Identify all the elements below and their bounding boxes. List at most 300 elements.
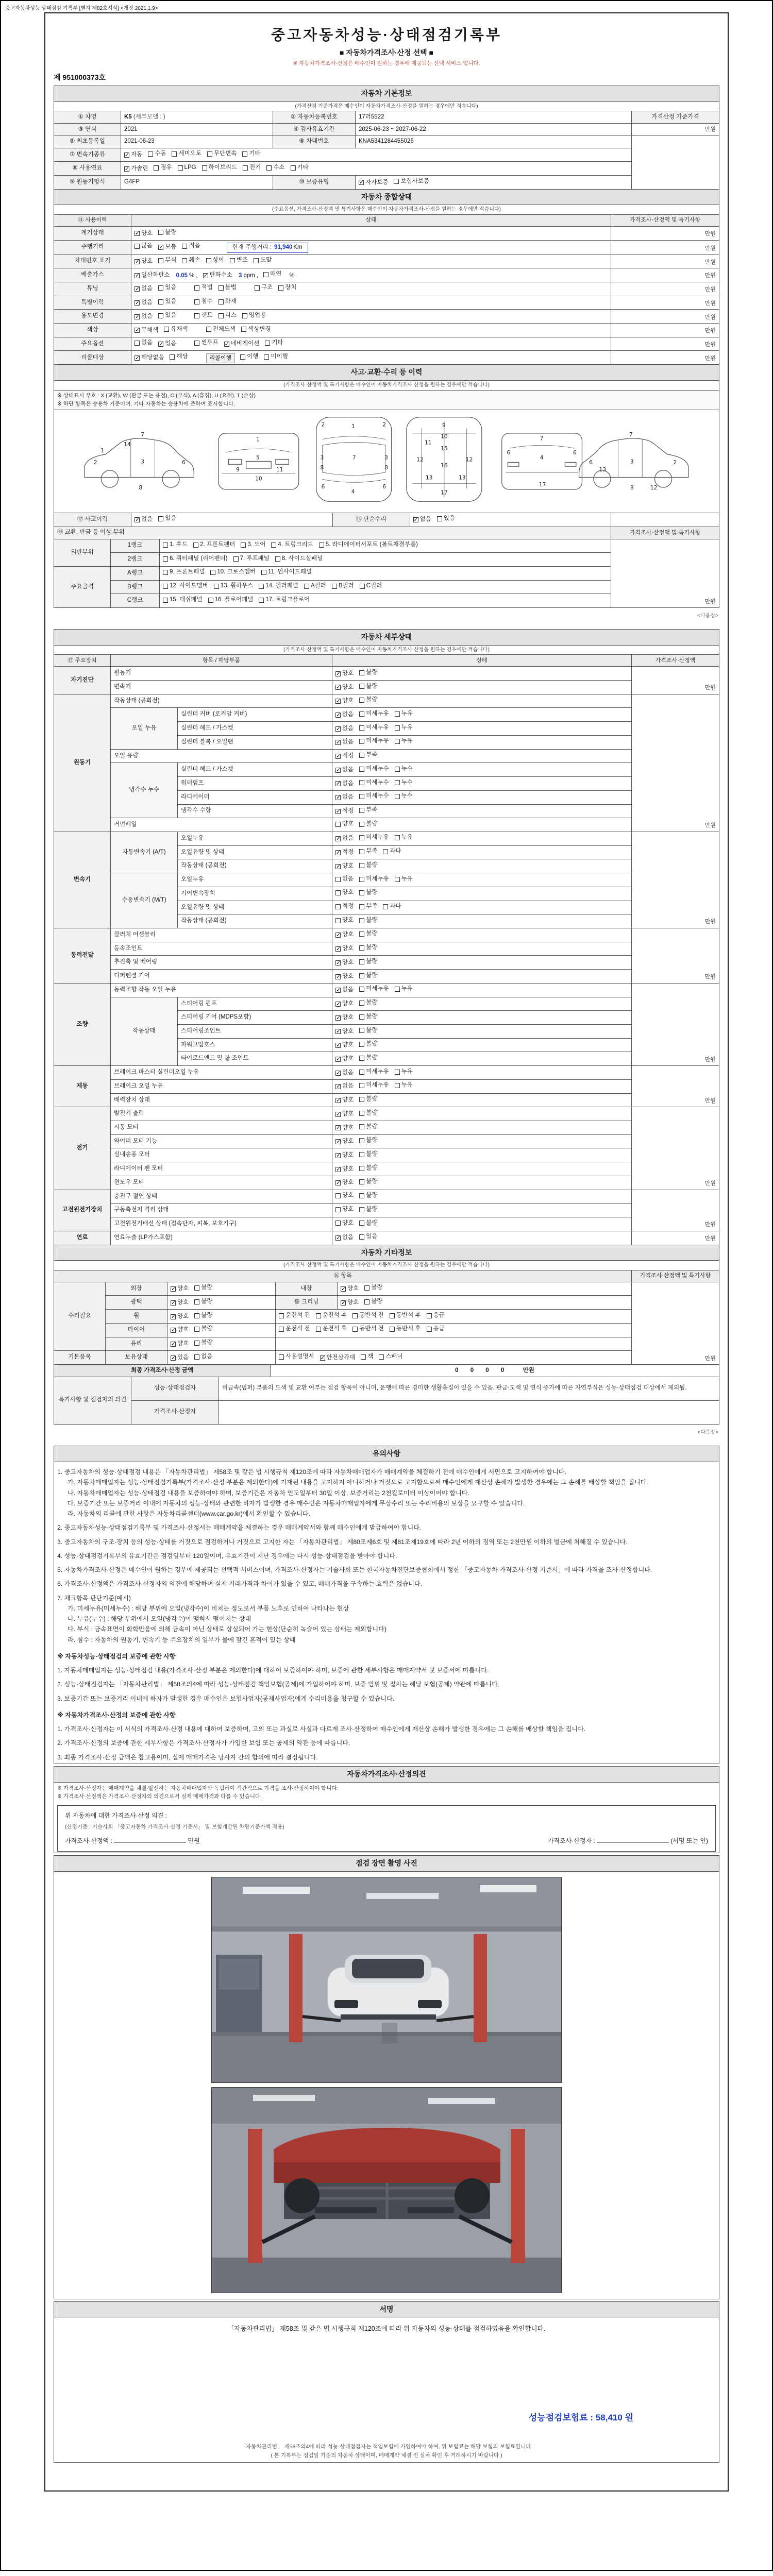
span-el: [194, 283, 242, 294]
checkbox-누유[interactable]: 누유: [395, 709, 413, 719]
span-el: [194, 341, 199, 346]
circle-el: [594, 470, 611, 487]
checkbox-없음[interactable]: ✓ 없음: [336, 794, 354, 801]
vin-value: KNA5341284455026: [356, 135, 632, 148]
price-cell: 만원: [611, 268, 719, 282]
checkbox-양호[interactable]: ✓ 양호: [336, 1097, 354, 1104]
checkbox-없음[interactable]: ✓ 없음: [135, 299, 153, 307]
checkbox-없음[interactable]: ✓ 없음: [336, 766, 354, 773]
span-el: [135, 311, 182, 322]
checkbox-없음[interactable]: ✓ 없음: [413, 516, 431, 523]
checkbox-양호[interactable]: 양호: [335, 1205, 354, 1214]
device-item-label: 작동상태 (공회전): [111, 694, 332, 708]
notice-line: 가. 미세누유(미세누수) : 해당 부위에 오일(냉각수)이 비치는 정도로서 부품 노후로 인하여 나타나는 현상: [68, 1604, 349, 1612]
checkbox-불량[interactable]: 불량: [359, 1012, 377, 1022]
checkbox-미세누유[interactable]: 미세누유: [359, 709, 389, 719]
checkbox-부족[interactable]: 부족: [359, 751, 377, 760]
checkbox-미세누유[interactable]: 미세누유: [359, 737, 389, 746]
checkbox-불량[interactable]: 불량: [359, 1136, 377, 1145]
checkbox-없음[interactable]: ✓ 없음: [135, 516, 153, 523]
checkbox-미세누수[interactable]: 미세누수: [359, 792, 389, 801]
checkbox-화재[interactable]: 화재: [219, 297, 237, 307]
checkbox-양호[interactable]: ✓ 양호: [336, 973, 354, 980]
misc-item-state: [167, 1310, 276, 1324]
checkbox-불량[interactable]: 불량: [364, 1297, 382, 1307]
checkbox-있음[interactable]: 있음: [437, 514, 455, 523]
detail-state-table: [54, 629, 719, 1245]
checkbox-미세누유[interactable]: 미세누유: [359, 723, 389, 733]
checkbox-미세누유[interactable]: 미세누유: [359, 985, 389, 994]
amount-blank-field[interactable]: [114, 1837, 186, 1843]
checkbox-과다[interactable]: 과다: [383, 847, 401, 856]
checkbox-양호[interactable]: ✓ 양호: [336, 1014, 354, 1021]
checkbox-8. 사이드실패널[interactable]: 8. 사이드실패널: [275, 554, 323, 564]
checkbox-불량[interactable]: 불량: [359, 1150, 377, 1159]
checkbox-있음[interactable]: 있음: [158, 283, 176, 293]
checkbox-기타[interactable]: 기타: [265, 338, 283, 348]
checkbox-없음[interactable]: ✓ 없음: [135, 313, 153, 320]
span-el: [359, 1221, 364, 1226]
span-el: [135, 325, 194, 336]
span-el: [254, 258, 259, 263]
checkbox-불량[interactable]: 불량: [359, 1040, 377, 1049]
checkbox-가솔린[interactable]: ✓ 가솔린: [125, 165, 148, 172]
g-el: [94, 421, 677, 496]
device-item-label: 동력조향 작동 오일 누유: [111, 983, 332, 997]
checkbox-11. 인사이드패널[interactable]: 11. 인사이드패널: [261, 568, 312, 577]
device-item-label: 구동축전지 격리 상태: [111, 1204, 332, 1217]
checkbox-불량[interactable]: 불량: [359, 1205, 377, 1214]
price-cell: 만원: [611, 255, 719, 268]
checkbox-매연[interactable]: 매연: [263, 270, 281, 279]
checkbox-변조[interactable]: 변조: [230, 256, 248, 265]
checkbox-불량[interactable]: 불량: [359, 1191, 377, 1200]
checkbox-양호[interactable]: 양호: [335, 1191, 354, 1200]
checkbox-누유[interactable]: 누유: [395, 737, 413, 746]
current-mileage-box: 현재 주행거리 : 91,940 Km: [227, 243, 308, 253]
span-el: ✓: [125, 165, 130, 172]
checkbox-운전석 후[interactable]: 운전석 후: [316, 1311, 347, 1320]
rect-el: [480, 1885, 536, 1892]
checkbox-양호[interactable]: ✓ 양호: [135, 258, 153, 265]
checkbox-양호[interactable]: ✓ 양호: [336, 862, 354, 870]
device-price-cell: 만원: [631, 983, 719, 1065]
checkbox-13. 휠하우스[interactable]: 13. 휠하우스: [214, 582, 254, 591]
checkbox-유채색[interactable]: 유채색: [164, 325, 188, 334]
checkbox-없음[interactable]: ✓ 없음: [336, 835, 354, 842]
checkbox-기타[interactable]: 기타: [242, 149, 260, 159]
checkbox-양호[interactable]: ✓ 양호: [336, 670, 354, 677]
checkbox-9. 프론트패널[interactable]: 9. 프론트패널: [163, 568, 205, 577]
checkbox-적정[interactable]: 적정: [335, 902, 354, 911]
checkbox-훼손[interactable]: 훼손: [182, 256, 200, 265]
checkbox-양호[interactable]: ✓ 양호: [336, 1165, 354, 1173]
checkbox-불량[interactable]: 불량: [194, 1325, 212, 1334]
checkbox-동반석 전[interactable]: 동반석 전: [352, 1311, 384, 1320]
checkbox-없음[interactable]: ✓ 없음: [336, 1069, 354, 1076]
checkbox-누유[interactable]: 누유: [395, 833, 413, 842]
checkbox-미세누유[interactable]: 미세누유: [359, 833, 389, 842]
span-el: [390, 1327, 395, 1332]
signer-blank-field[interactable]: [597, 1837, 669, 1843]
span-el: [359, 877, 364, 882]
checkbox-양호[interactable]: ✓ 양호: [336, 959, 354, 966]
checkbox-과다[interactable]: 과다: [383, 902, 401, 911]
checkbox-누유[interactable]: 누유: [395, 723, 413, 733]
checkbox-스패너[interactable]: 스패너: [379, 1352, 402, 1362]
checkbox-양호[interactable]: ✓ 양호: [336, 1151, 354, 1159]
span-el: [360, 584, 365, 589]
checkbox-수동[interactable]: 수동: [148, 149, 166, 159]
panel-group-label: 주요골격: [54, 566, 111, 607]
checkbox-15. 대쉬패널[interactable]: 15. 대쉬패널: [163, 596, 203, 605]
checkbox-해당없음[interactable]: ✓ 해당없음: [135, 354, 164, 361]
checkbox-2. 프론트펜더[interactable]: 2. 프론트펜더: [193, 540, 235, 550]
span-el: [194, 311, 272, 322]
checkbox-일산화탄소[interactable]: ✓ 일산화탄소: [135, 272, 170, 279]
comp-row-용도변경: [54, 310, 719, 324]
checkbox-누유[interactable]: 누유: [395, 1067, 413, 1077]
checkbox-누유[interactable]: 누유: [395, 875, 413, 884]
section-signature: [54, 2301, 719, 2463]
checkbox-색상변경[interactable]: 색상변경: [241, 325, 271, 334]
device-item-state: [332, 722, 632, 736]
span-el: [148, 151, 153, 157]
checkbox-양호[interactable]: 양호: [335, 916, 354, 925]
checkbox-적음[interactable]: 적음: [182, 242, 200, 251]
checkbox-미세누유[interactable]: 미세누유: [359, 875, 389, 884]
checkbox-불량[interactable]: 불량: [359, 861, 377, 870]
checkbox-잭[interactable]: 잭: [361, 1352, 373, 1362]
tbody-el: [54, 227, 719, 365]
checkbox-구조[interactable]: 구조: [255, 283, 273, 293]
checkbox-동반석 전[interactable]: 동반석 전: [352, 1325, 384, 1334]
emission-value: 3: [239, 272, 242, 279]
device-item-state: [332, 1079, 632, 1093]
checkbox-양호[interactable]: ✓ 양호: [336, 931, 354, 939]
checkbox-불량[interactable]: 불량: [359, 1054, 377, 1063]
checkbox-불량[interactable]: 불량: [359, 916, 377, 925]
checkbox-상이[interactable]: 상이: [206, 256, 224, 265]
checkbox-불량[interactable]: 불량: [359, 682, 377, 691]
checkbox-하이브리드[interactable]: 하이브리드: [202, 163, 238, 173]
opinion-left: [65, 1811, 284, 1845]
checkbox-없음[interactable]: ✓ 없음: [135, 285, 153, 293]
checkbox-불량[interactable]: 불량: [359, 1026, 377, 1036]
checkbox-양호[interactable]: ✓ 양호: [171, 1327, 189, 1334]
checkbox-미세누유[interactable]: 미세누유: [359, 1067, 389, 1077]
checkbox-리스[interactable]: 리스: [219, 311, 237, 320]
device-item-state: [332, 749, 632, 763]
basic-section-title: 자동차 기본정보: [54, 86, 719, 102]
checkbox-탄화수소[interactable]: ✓ 탄화수소: [203, 272, 232, 279]
checkbox-불량[interactable]: 불량: [158, 228, 176, 238]
span-el: [194, 297, 242, 308]
checkbox-불량[interactable]: 불량: [359, 696, 377, 705]
span-el: [135, 242, 206, 252]
checkbox-양호[interactable]: 양호: [335, 888, 354, 897]
checkbox-없음[interactable]: ✓ 없음: [336, 1083, 354, 1090]
text-el: 12: [465, 456, 473, 463]
checkbox-불량[interactable]: 불량: [194, 1297, 212, 1307]
checkbox-전기[interactable]: 전기: [243, 163, 261, 173]
span-el: [395, 767, 400, 772]
checkbox-없음[interactable]: 없음: [194, 1352, 212, 1362]
checkbox-전체도색[interactable]: 전체도색: [206, 325, 236, 334]
misc-row-외장: [54, 1282, 719, 1296]
checkbox-불량[interactable]: 불량: [359, 971, 377, 980]
checkbox-1. 후드[interactable]: 1. 후드: [163, 540, 188, 550]
checkbox-부족[interactable]: 부족: [359, 806, 377, 815]
checkbox-양호[interactable]: ✓ 양호: [171, 1285, 189, 1293]
checkbox-불량[interactable]: 불량: [194, 1311, 212, 1320]
checkbox-있음[interactable]: 있음: [158, 311, 176, 320]
device-price-cell: 만원: [631, 667, 719, 694]
checkbox-있음[interactable]: ✓ 있음: [159, 341, 177, 348]
checkbox-6. 쿼터패널 (리어펜더)[interactable]: 6. 쿼터패널 (리어펜더): [163, 554, 228, 564]
checkbox-불량[interactable]: 불량: [359, 1109, 377, 1118]
checkbox-무채색[interactable]: ✓ 무채색: [135, 327, 159, 334]
checkbox-없음[interactable]: 없음: [135, 338, 153, 348]
checkbox-양호[interactable]: ✓ 양호: [336, 684, 354, 691]
tbody-el: [54, 667, 719, 1245]
checkbox-적법[interactable]: 적법: [194, 283, 212, 293]
checkbox-누수[interactable]: 누수: [395, 778, 413, 788]
checkbox-적정[interactable]: ✓ 적정: [336, 849, 354, 856]
checkbox-사용설명서[interactable]: 사용설명서: [279, 1352, 314, 1362]
checkbox-미세누수[interactable]: 미세누수: [359, 778, 389, 788]
span-el: ✓: [159, 244, 164, 251]
checkbox-3. 도어[interactable]: 3. 도어: [241, 540, 265, 550]
checkbox-양호[interactable]: ✓ 양호: [336, 698, 354, 705]
checkbox-C필러[interactable]: C필러: [360, 582, 382, 591]
checkbox-양호[interactable]: ✓ 양호: [341, 1299, 359, 1306]
checkbox-부식[interactable]: 부식: [158, 256, 176, 265]
checkbox-자동[interactable]: ✓ 자동: [125, 151, 143, 159]
checkbox-A필러[interactable]: A필러: [304, 582, 326, 591]
checkbox-적정[interactable]: ✓ 적정: [336, 753, 354, 760]
checkbox-LPG[interactable]: LPG: [178, 163, 196, 173]
span-el: [163, 570, 168, 575]
checkbox-없음[interactable]: ✓ 없음: [336, 987, 354, 994]
checkbox-없음[interactable]: ✓ 없음: [336, 711, 354, 718]
checkbox-있음[interactable]: 있음: [359, 1232, 377, 1242]
checkbox-양호[interactable]: 양호: [335, 820, 354, 829]
checkbox-불량[interactable]: 불량: [359, 943, 377, 953]
checkbox-경유[interactable]: 경유: [154, 163, 172, 173]
notices-body: [54, 1462, 719, 1764]
checkbox-수소[interactable]: 수소: [266, 163, 284, 173]
device-item-label: 커먼레일: [111, 818, 332, 832]
notice-line: 3. 최종 가격조사·산정 금액은 참고용이며, 실제 매매가격은 당사자 간의 합의에 따라 결정됩니다.: [57, 1753, 318, 1761]
checkbox-있음[interactable]: 있음: [158, 297, 176, 307]
checkbox-7. 루프패널[interactable]: 7. 루프패널: [233, 554, 270, 564]
text-el: 17: [441, 489, 448, 496]
checkbox-응급[interactable]: 응급: [427, 1311, 445, 1320]
checkbox-누유[interactable]: 누유: [395, 1081, 413, 1090]
checkbox-불량[interactable]: 불량: [194, 1338, 212, 1348]
device-item-state: [332, 1134, 632, 1148]
checkbox-불량[interactable]: 불량: [359, 1164, 377, 1173]
span-el: [163, 556, 168, 562]
checkbox-영업용[interactable]: 영업용: [242, 311, 266, 320]
span-el: [359, 973, 364, 978]
checkbox-없음[interactable]: ✓ 없음: [336, 1234, 354, 1242]
checkbox-양호[interactable]: ✓ 양호: [336, 1124, 354, 1131]
span-el: [194, 299, 199, 304]
checkbox-동반석 후[interactable]: 동반석 후: [390, 1325, 421, 1334]
checkbox-양호[interactable]: ✓ 양호: [135, 230, 153, 237]
model-year-value: 2021: [121, 124, 273, 136]
checkbox-양호[interactable]: ✓ 양호: [336, 945, 354, 953]
checkbox-기타[interactable]: 기타: [291, 163, 309, 173]
checkbox-불량[interactable]: 불량: [359, 668, 377, 677]
checkbox-불량[interactable]: 불량: [194, 1283, 212, 1293]
checkbox-양호[interactable]: ✓ 양호: [336, 1138, 354, 1145]
checkbox-부족[interactable]: 부족: [359, 902, 377, 911]
span-el: [164, 327, 169, 332]
checkbox-해당[interactable]: 해당: [170, 352, 188, 362]
checkbox-있음[interactable]: ✓ 있음: [171, 1354, 189, 1361]
checkbox-미이행[interactable]: 미이행: [264, 352, 288, 362]
checkbox-운전석 전[interactable]: 운전석 전: [279, 1311, 310, 1320]
checkbox-양호[interactable]: ✓ 양호: [341, 1285, 359, 1293]
span-el: ✓: [336, 959, 341, 966]
checkbox-없음[interactable]: ✓ 없음: [336, 739, 354, 746]
span-el: (서명 또는 인): [670, 1837, 708, 1844]
checkbox-불량[interactable]: 불량: [359, 1177, 377, 1187]
checkbox-많음[interactable]: 많음: [135, 242, 153, 251]
span-el: [359, 1179, 364, 1184]
checkbox-불량[interactable]: 불량: [359, 888, 377, 897]
checkbox-양호[interactable]: ✓ 양호: [171, 1299, 189, 1306]
checkbox-네비게이션[interactable]: ✓ 네비게이션: [224, 341, 260, 348]
checkbox-자가보증[interactable]: ✓ 자가보증: [359, 179, 389, 186]
checkbox-양호[interactable]: ✓ 양호: [336, 1028, 354, 1035]
checkbox-양호[interactable]: 양호: [335, 1219, 354, 1228]
device-item-state: [332, 997, 632, 1011]
checkbox-무단변속[interactable]: 무단변속: [207, 149, 237, 159]
span-el: ✓: [336, 1111, 341, 1117]
checkbox-불량[interactable]: 불량: [364, 1283, 382, 1293]
checkbox-양호[interactable]: ✓ 양호: [336, 1179, 354, 1187]
checkbox-16. 플로어패널[interactable]: 16. 플로어패널: [208, 596, 254, 605]
checkbox-없음[interactable]: ✓ 없음: [336, 725, 354, 732]
checkbox-양호[interactable]: ✓ 양호: [336, 1110, 354, 1117]
detail-section-title: 자동차 세부상태: [54, 630, 719, 646]
checkbox-미세누유[interactable]: 미세누유: [359, 1081, 389, 1090]
device-item-label: 발전기 출력: [111, 1107, 332, 1121]
device-item-state: [332, 708, 632, 722]
checkbox-적정[interactable]: ✓ 적정: [336, 808, 354, 815]
span-el: [359, 1028, 364, 1033]
notice-line: 가. 자동차매매업자는 성능·상태점검기록부(가격조사·산정 부분은 제외한다)에 기재된 내용을 고지하지 아니하거나 거짓으로 고지함으로써 매수인에게 재산상 손해가 발생한 경우에는 그 손해를 배상할 책임을 집니다.: [68, 1479, 648, 1486]
checkbox-침수[interactable]: 침수: [194, 297, 212, 307]
checkbox-장치[interactable]: 장치: [278, 283, 296, 293]
checkbox-불량[interactable]: 불량: [359, 1219, 377, 1228]
checkbox-4. 트렁크리드[interactable]: 4. 트렁크리드: [271, 540, 313, 550]
checkbox-12. 사이드멤버[interactable]: 12. 사이드멤버: [163, 582, 208, 591]
comp-row-특별이력: [54, 296, 719, 310]
misc-item-label: 외장: [106, 1282, 167, 1296]
checkbox-운전석 전[interactable]: 운전석 전: [279, 1325, 310, 1334]
checkbox-양호[interactable]: ✓ 양호: [336, 1042, 354, 1049]
checkbox-없음[interactable]: ✓ 없음: [336, 780, 354, 787]
checkbox-불량[interactable]: 불량: [359, 929, 377, 939]
span-el: [242, 151, 247, 157]
basic-items-state: [167, 1351, 276, 1365]
accident-section-title: 사고·교환·수리 등 이력: [54, 365, 719, 381]
span-el: [437, 516, 442, 521]
span-el: [359, 1070, 364, 1075]
notice-line: 3. 보증기간 또는 보증거리 이내에 하자가 발생한 경우 매수인은 보험사업자(공제사업자)에게 수리비용을 청구할 수 있습니다.: [57, 1694, 395, 1702]
checkbox-썬루프[interactable]: 썬루프: [194, 338, 218, 348]
span-el: 성능점검보험료 :: [528, 2413, 594, 2423]
span-el: [359, 1042, 364, 1047]
detail-row-오일 유량: [54, 749, 719, 763]
use-history-state: [131, 255, 611, 268]
checkbox-5. 라디에이터서포트 (볼트체결부품)[interactable]: 5. 라디에이터서포트 (볼트체결부품): [319, 540, 418, 550]
span-el: [359, 904, 364, 909]
checkbox-누수[interactable]: 누수: [395, 765, 413, 774]
checkbox-운전석 후[interactable]: 운전석 후: [316, 1325, 347, 1334]
tr-el: [54, 124, 719, 136]
checkbox-불량[interactable]: 불량: [359, 1095, 377, 1104]
device-item-label: 클러치 어셈블리: [111, 928, 332, 942]
first-reg-label: ⑤ 최초등록일: [54, 135, 121, 148]
checkbox-불량[interactable]: 불량: [359, 820, 377, 829]
checkbox-있음[interactable]: 있음: [158, 514, 176, 523]
checkbox-양호[interactable]: ✓ 양호: [171, 1341, 189, 1348]
checkbox-없음[interactable]: 없음: [335, 875, 354, 884]
span-el: ✓: [336, 850, 341, 856]
checkbox-10. 크로스멤버[interactable]: 10. 크로스멤버: [210, 568, 256, 577]
rank-label: C랭크: [111, 594, 160, 608]
car-name-label: ① 차명: [54, 111, 121, 124]
checkbox-불량[interactable]: 불량: [359, 1123, 377, 1132]
checkbox-부족[interactable]: 부족: [359, 847, 377, 856]
span-el: ✓: [336, 946, 341, 953]
checkbox-양호[interactable]: ✓ 양호: [171, 1313, 189, 1320]
span-el: ✓: [336, 973, 341, 980]
checkbox-보통[interactable]: ✓ 보통: [159, 244, 177, 251]
checkbox-응급[interactable]: 응급: [427, 1325, 445, 1334]
checkbox-양호[interactable]: ✓ 양호: [336, 1001, 354, 1007]
checkbox-세미오토[interactable]: 세미오토: [172, 149, 201, 159]
checkbox-안전삼각대[interactable]: ✓ 안전삼각대: [320, 1354, 356, 1361]
checkbox-17. 트렁크플로어[interactable]: 17. 트렁크플로어: [259, 596, 310, 605]
checkbox-동반석 후[interactable]: 동반석 후: [390, 1311, 421, 1320]
circle-el: [101, 470, 118, 487]
checkbox-불량[interactable]: 불량: [359, 998, 377, 1008]
comp-row-튜닝: [54, 282, 719, 296]
checkbox-양호[interactable]: ✓ 양호: [336, 1055, 354, 1062]
checkbox-누수[interactable]: 누수: [395, 792, 413, 801]
checkbox-도말[interactable]: 도말: [254, 256, 272, 265]
checkbox-렌트[interactable]: 렌트: [194, 311, 212, 320]
opinion-amount-row: [65, 1836, 284, 1846]
checkbox-이행[interactable]: 이행: [240, 352, 258, 362]
span-el: [266, 165, 272, 171]
checkbox-보험사보증[interactable]: 보험사보증: [394, 177, 429, 187]
checkbox-불량[interactable]: 불량: [359, 957, 377, 967]
checkbox-B필러[interactable]: B필러: [332, 582, 354, 591]
checkbox-불법[interactable]: 불법: [219, 283, 237, 293]
checkbox-미세누수[interactable]: 미세누수: [359, 765, 389, 774]
use-history-state: [131, 282, 611, 296]
checkbox-누유[interactable]: 누유: [395, 985, 413, 994]
checkbox-14. 필러패널[interactable]: 14. 필러패널: [259, 582, 298, 591]
